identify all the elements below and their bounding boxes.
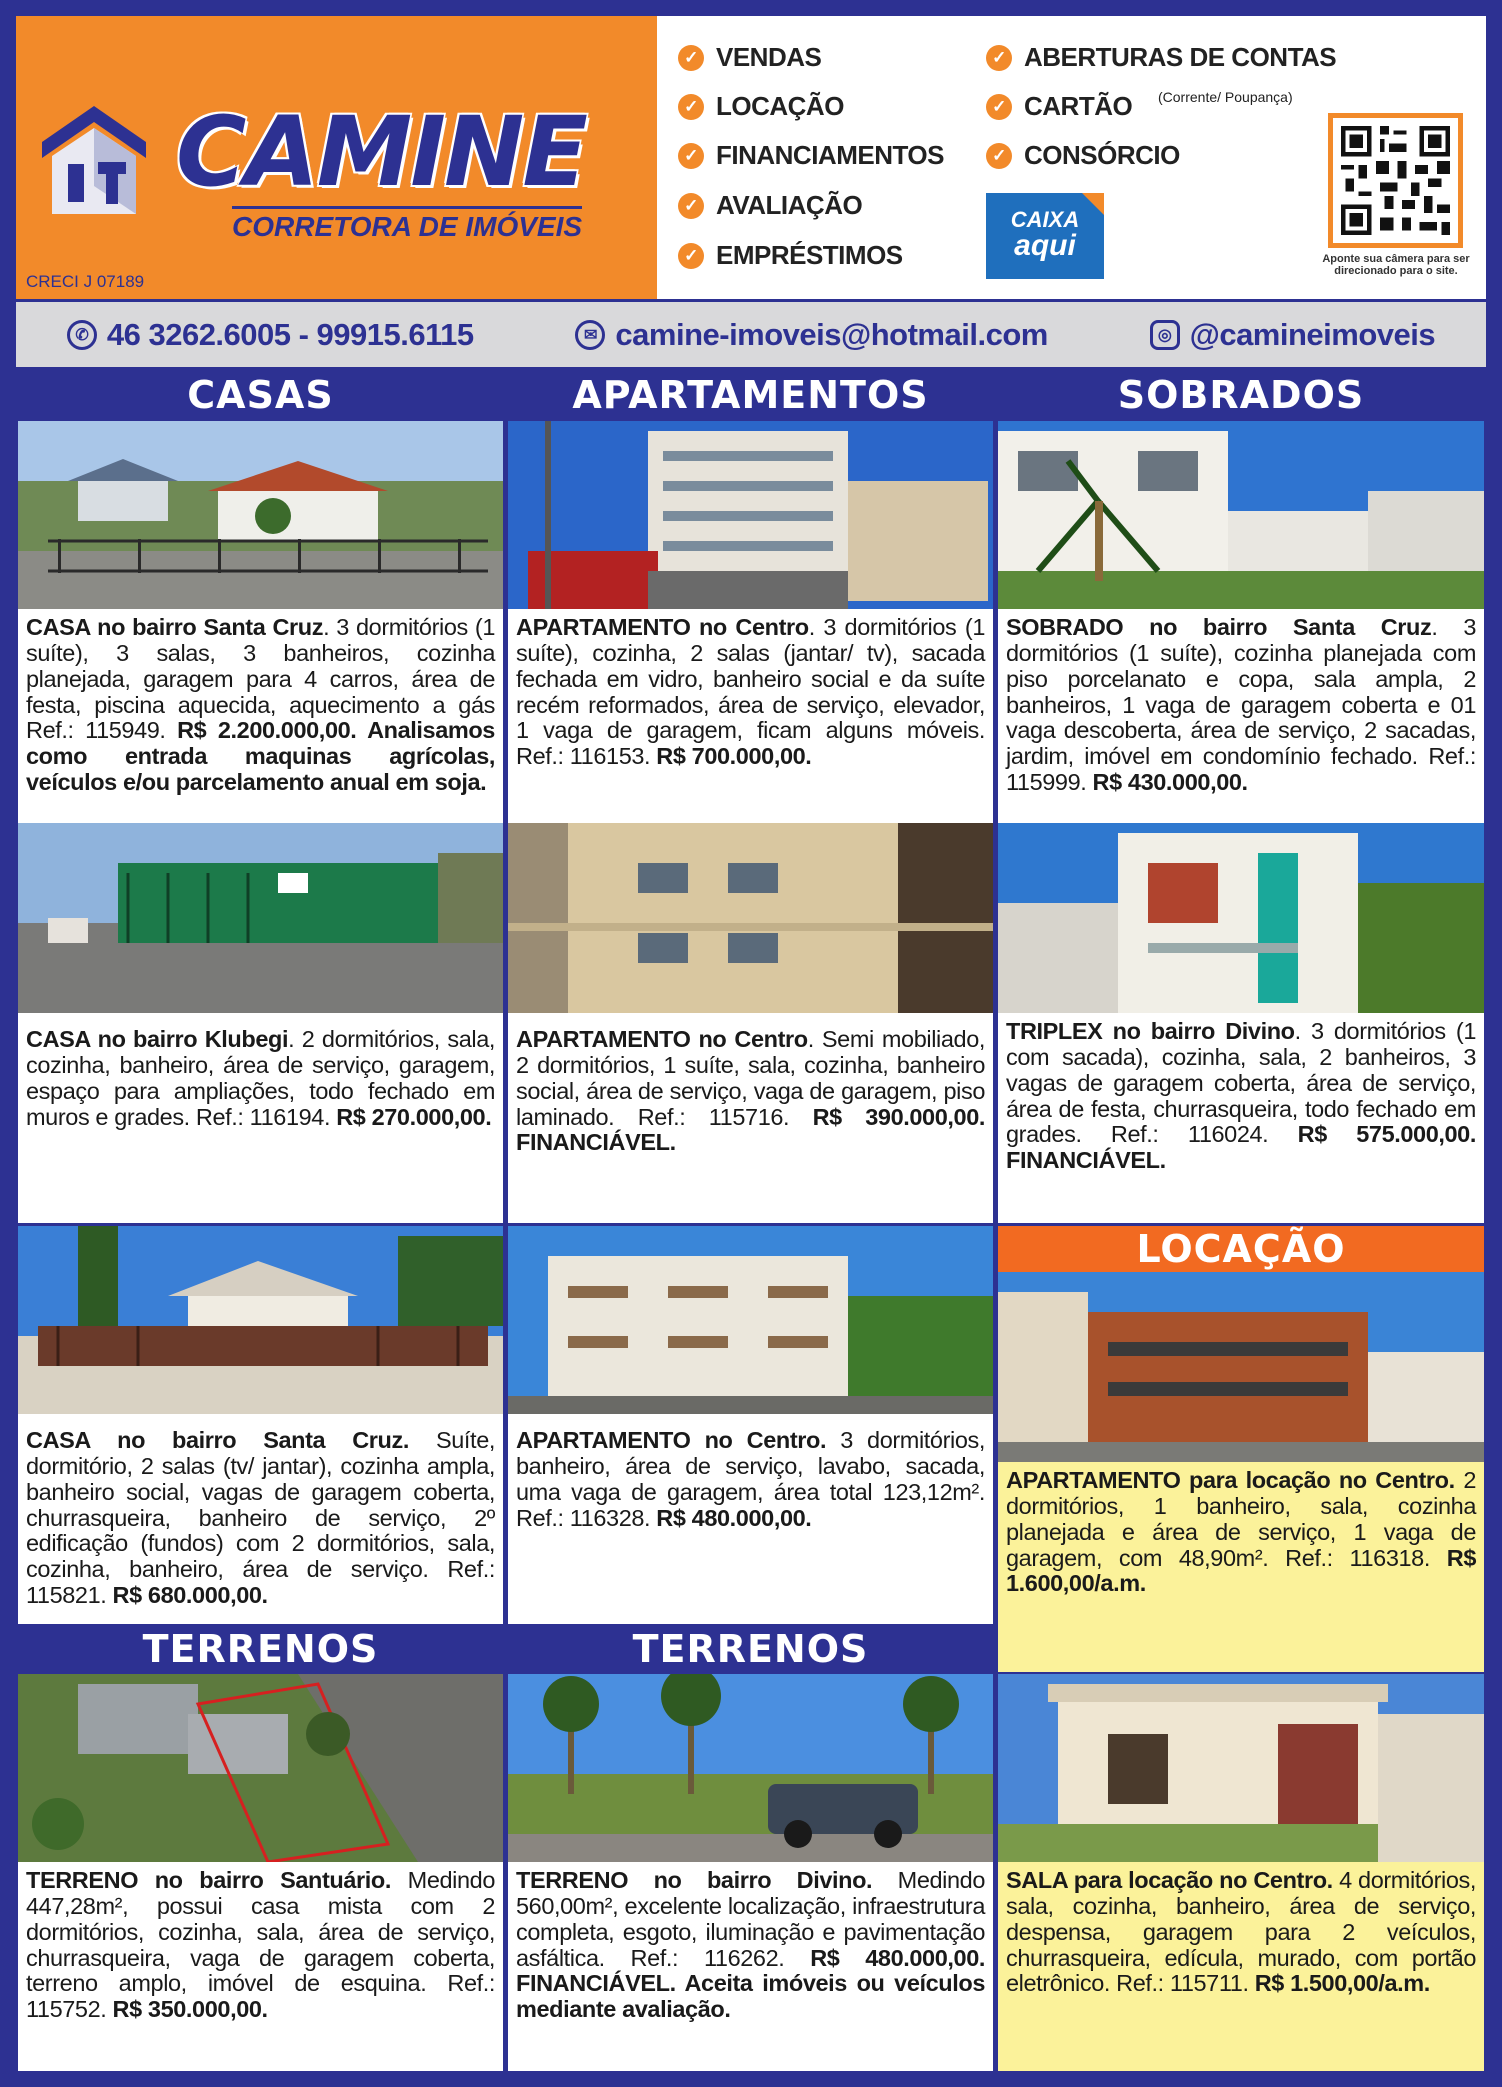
house-logo-icon: [38, 102, 150, 222]
listing-sobrado-1: SOBRADO no bairro Santa Cruz. 3 dormitórios (1 suíte), cozinha planejada com piso porcelanato e copa, sala ampla, 2 banheiros, 1 vaga de garagem coberta e 01 vaga descoberta, área de serviço, 2 sacadas, jardim, imóvel em condomínio fechado. Ref.: 115999. R$ 430.000,00.: [998, 609, 1484, 823]
service-item: ✓ LOCAÇÃO: [678, 91, 844, 122]
section-title-sobrados: SOBRADOS: [1117, 373, 1365, 417]
phone-contact[interactable]: ✆ 46 3262.6005 - 99915.6115: [67, 317, 474, 353]
brand-name: CAMINE: [176, 96, 586, 208]
check-icon: ✓: [986, 94, 1012, 120]
service-item: ✓ ABERTURAS DE CONTAS: [986, 42, 1336, 73]
listing-triplex: TRIPLEX no bairro Divino. 3 dormitórios (1 com sacada), cozinha, sala, 2 banheiros, 3 vagas de garagem coberta, área de serviço, área de festa, churrasqueira, todo fechado em grades. Ref.: 116024. R$ 575.000,00. FINANCIÁVEL.: [998, 1013, 1484, 1223]
section-title-terrenos-1: TERRENOS: [142, 1627, 379, 1671]
photo-casa-3: [18, 1226, 503, 1414]
instagram-contact[interactable]: ◎ @camineimoveis: [1150, 317, 1436, 353]
photo-apto-2: [508, 823, 993, 1013]
qr-note: Aponte sua câmera para ser direcionado para o site.: [1322, 253, 1470, 277]
listing-apto-3: APARTAMENTO no Centro. 3 dormitórios, banheiro, área de serviço, lavabo, sacada, uma vaga de garagem, área total 123,12m². Ref.: 116328. R$ 480.000,00.: [508, 1414, 993, 1624]
photo-apto-1: [508, 421, 993, 609]
check-icon: ✓: [986, 45, 1012, 71]
listing-casa-1: CASA no bairro Santa Cruz. 3 dormitórios (1 suíte), 3 salas, 3 banheiros, cozinha planejada, garagem para 4 carros, área de festa, piscina aquecida, aquecimento a gás Ref.: 115949. R$ 2.200.000,00. Analisamos como entrada maquinas agrícolas, veículos e/ou parcelamento anual em soja.: [18, 609, 503, 823]
section-title-apartamentos: APARTAMENTOS: [572, 373, 929, 417]
check-icon: ✓: [678, 94, 704, 120]
photo-locacao-1: [998, 1272, 1484, 1462]
listing-casa-3: CASA no bairro Santa Cruz. Suíte, dormitório, 2 salas (tv/ jantar), cozinha ampla, banheiro social, vagas de garagem coberta, churrasqueira, banheiro de serviço, 2º edificação (fundos) com 2 dormitórios, sala, cozinha, banheiro, área de serviço. Ref.: 115821. R$ 680.000,00.: [18, 1414, 503, 1624]
caixa-aqui-logo: CAIXA aqui: [986, 193, 1104, 279]
photo-casa-1: [18, 421, 503, 609]
email-icon: ✉: [575, 320, 605, 350]
listing-terreno-2: TERRENO no bairro Divino. Medindo 560,00m², excelente localização, infraestrutura completa, esgoto, iluminação e pavimentação asfáltica. Ref.: 116262. R$ 480.000,00. FINANCIÁVEL. Aceita imóveis ou veículos mediante avaliação.: [508, 1862, 993, 2071]
creci-number: CRECI J 07189: [26, 272, 145, 291]
check-icon: ✓: [678, 143, 704, 169]
service-item: ✓ FINANCIAMENTOS: [678, 140, 944, 171]
photo-sala: [998, 1674, 1484, 1862]
whatsapp-icon: ✆: [67, 320, 97, 350]
qr-code-icon: [1341, 126, 1450, 235]
section-title-locacao: LOCAÇÃO: [998, 1226, 1484, 1272]
service-item: ✓ EMPRÉSTIMOS: [678, 240, 903, 271]
photo-sobrado-1: [998, 421, 1484, 609]
photo-terreno-2: [508, 1674, 993, 1862]
photo-terreno-1: [18, 1674, 503, 1862]
section-title-casas: CASAS: [187, 373, 334, 417]
photo-casa-2: [18, 823, 503, 1013]
photo-apto-3: [508, 1226, 993, 1414]
check-icon: ✓: [678, 243, 704, 269]
brand-subtitle: CORRETORA DE IMÓVEIS: [232, 206, 582, 243]
listing-apto-2: APARTAMENTO no Centro. Semi mobiliado, 2 dormitórios, 1 suíte, sala, cozinha, banheiro social, área de serviço, vaga de garagem, piso laminado. Ref.: 115716. R$ 390.000,00. FINANCIÁVEL.: [508, 1013, 993, 1223]
photo-triplex: [998, 823, 1484, 1013]
service-item: ✓ CARTÃO: [986, 91, 1132, 122]
instagram-icon: ◎: [1150, 320, 1180, 350]
check-icon: ✓: [986, 143, 1012, 169]
listing-sala: SALA para locação no Centro. 4 dormitórios, sala, cozinha, banheiro, área de serviço, despensa, garagem para 2 veículos, churrasqueira, edícula, murado, com portão eletrônico. Ref.: 115711. R$ 1.500,00/a.m.: [998, 1862, 1484, 2071]
qr-code[interactable]: [1328, 113, 1463, 248]
service-item: ✓ AVALIAÇÃO: [678, 190, 862, 221]
listing-locacao-1: APARTAMENTO para locação no Centro. 2 dormitórios, 1 banheiro, sala, cozinha planejada e área de serviço, 1 vaga de garagem, com 48,90m². Ref.: 116318. R$ 1.600,00/a.m.: [998, 1462, 1484, 1672]
listing-apto-1: APARTAMENTO no Centro. 3 dormitórios (1 suíte), cozinha, 2 salas (jantar/ tv), sacada fechada em vidro, banheiro social e da suíte recém reformados, área de serviço, elevador, 1 vaga de garagem, ficam alguns móveis. Ref.: 116153. R$ 700.000,00.: [508, 609, 993, 823]
email-contact[interactable]: ✉ camine-imoveis@hotmail.com: [575, 317, 1047, 353]
section-title-terrenos-2: TERRENOS: [632, 1627, 869, 1671]
logo-panel: [16, 16, 657, 299]
service-item: ✓ VENDAS: [678, 42, 821, 73]
check-icon: ✓: [678, 45, 704, 71]
listing-casa-2: CASA no bairro Klubegi. 2 dormitórios, sala, cozinha, banheiro, área de serviço, garagem, espaço para ampliações, todo fechado em muros e grades. Ref.: 116194. R$ 270.000,00.: [18, 1013, 503, 1223]
check-icon: ✓: [678, 193, 704, 219]
service-item: ✓ CONSÓRCIO: [986, 140, 1180, 171]
header: [16, 16, 1486, 352]
listing-terreno-1: TERRENO no bairro Santuário. Medindo 447,28m², possui casa mista com 2 dormitórios, cozinha, sala, área de serviço, churrasqueira, vaga de garagem coberta, terreno amplo, imóvel de esquina. Ref.: 115752. R$ 350.000,00.: [18, 1862, 503, 2071]
service-note: (Corrente/ Poupança): [1158, 89, 1293, 105]
contact-bar: [16, 302, 1486, 367]
